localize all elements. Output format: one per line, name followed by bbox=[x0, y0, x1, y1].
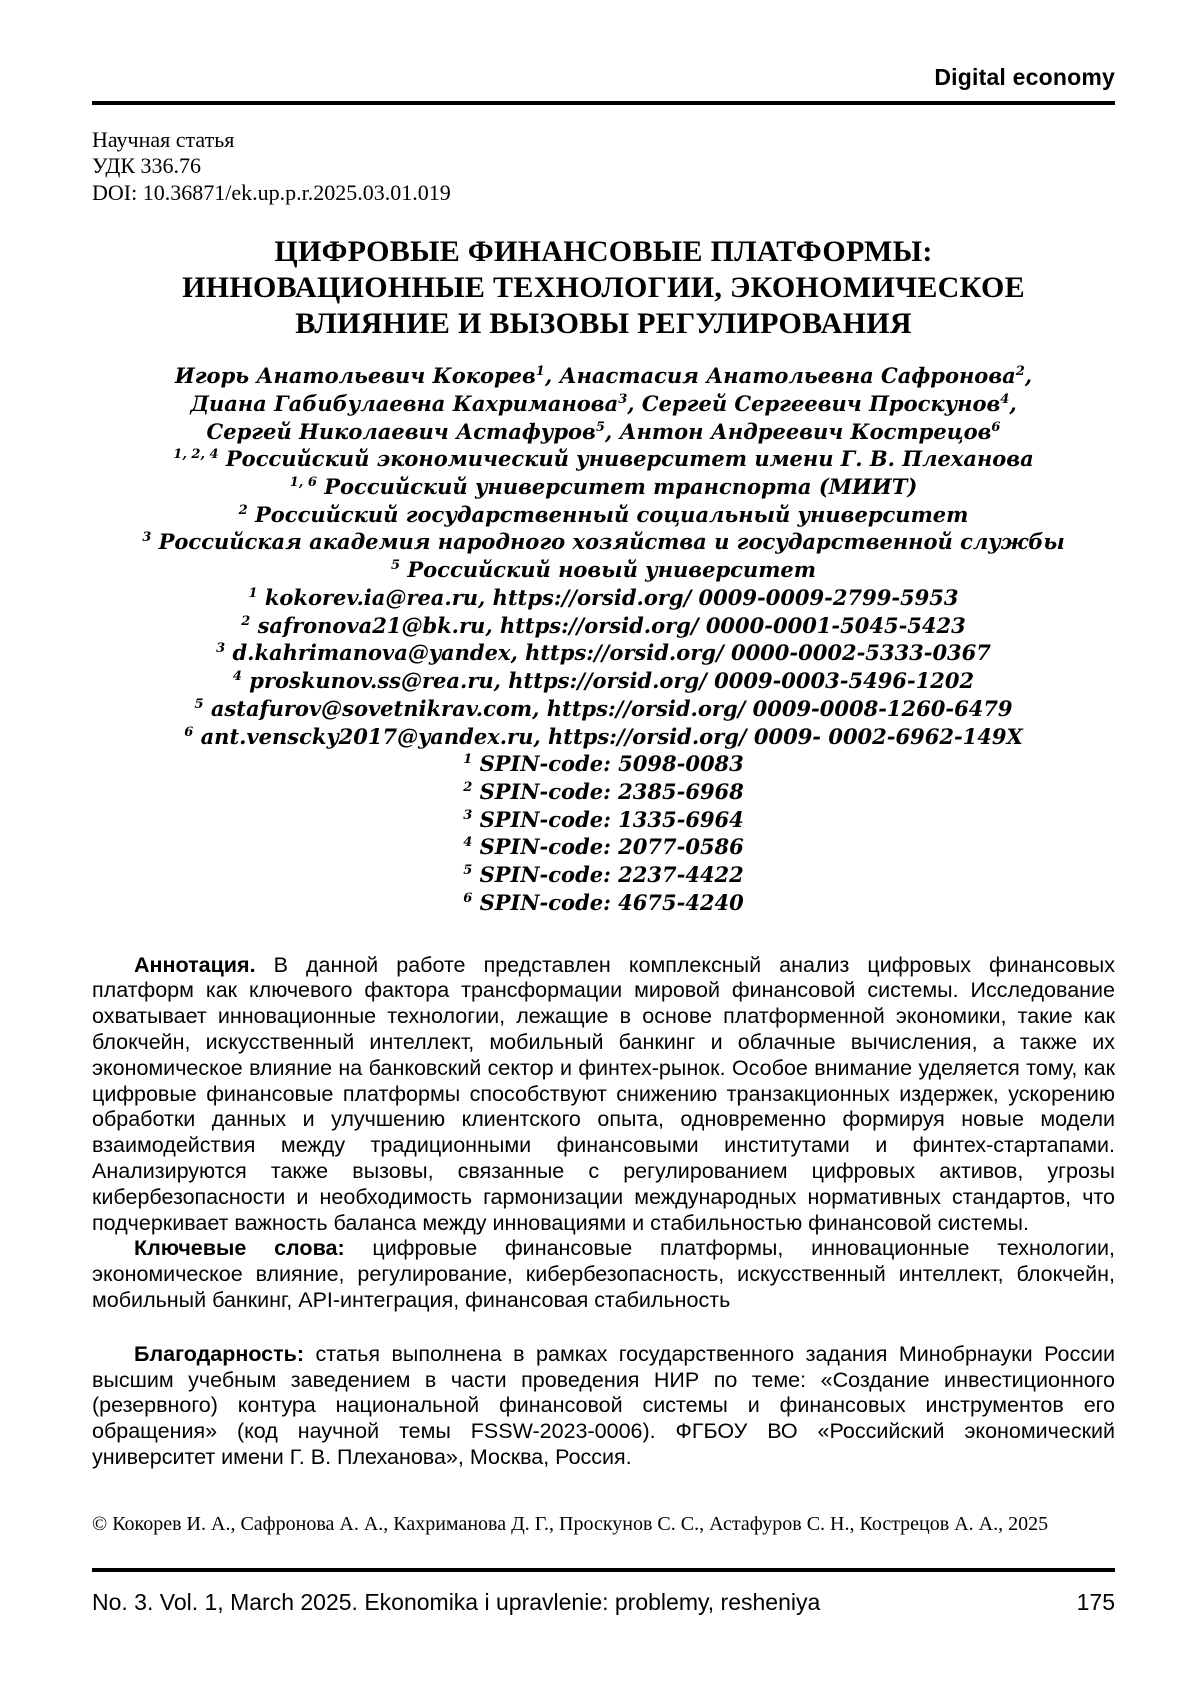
page-footer bbox=[92, 1568, 1115, 1616]
footer-issue-info: No. 3. Vol. 1, March 2025. Ekonomika i upravlenie: problemy, resheniya bbox=[92, 1589, 821, 1615]
author-line bbox=[92, 362, 1115, 390]
spin-code-text: SPIN-code: 2237-4422 bbox=[479, 862, 744, 888]
spin-code-text: SPIN-code: 2077-0586 bbox=[479, 834, 744, 860]
contact-line bbox=[92, 612, 1115, 640]
footer-row bbox=[92, 1589, 1115, 1616]
spin-code-line bbox=[92, 806, 1115, 834]
article-title bbox=[92, 234, 1115, 342]
contact-email-orcid: d.kahrimanova@yandex, https://orsid.org/ 0000-0002-5333-0367 bbox=[232, 640, 991, 666]
contact-line bbox=[92, 723, 1115, 751]
affiliation-superscript: 2 bbox=[238, 502, 248, 518]
contact-superscript: 6 bbox=[184, 724, 194, 740]
article-title-line-1: ЦИФРОВЫЕ ФИНАНСОВЫЕ ПЛАТФОРМЫ: bbox=[274, 235, 933, 269]
spin-superscript: 4 bbox=[463, 835, 473, 851]
affiliation-superscript: 3 bbox=[142, 530, 152, 546]
affiliation-name: Российский государственный социальный университет bbox=[254, 501, 969, 527]
authors-block bbox=[92, 362, 1115, 445]
spin-superscript: 3 bbox=[463, 807, 473, 823]
spin-code-line bbox=[92, 889, 1115, 917]
author-separator: , bbox=[1009, 390, 1017, 416]
affiliation-superscript: 1, 2, 4 bbox=[173, 447, 219, 463]
spin-code-text: SPIN-code: 1335-6964 bbox=[479, 806, 744, 832]
author-superscript: 4 bbox=[1000, 391, 1010, 407]
acknowledgment-label: Благодарность: bbox=[134, 1341, 305, 1366]
spin-superscript: 1 bbox=[463, 752, 473, 768]
author-separator: , bbox=[627, 390, 642, 416]
author-name: Сергей Сергеевич Проскунов bbox=[641, 390, 1001, 416]
author-superscript: 1 bbox=[535, 364, 545, 380]
contact-email-orcid: kokorev.ia@rea.ru, https://orsid.org/ 0009-0009-2799-5953 bbox=[264, 584, 959, 610]
article-meta-block bbox=[92, 127, 1115, 206]
abstract-paragraph bbox=[92, 953, 1115, 1237]
contact-email-orcid: proskunov.ss@rea.ru, https://orsid.org/ 0009-0003-5496-1202 bbox=[249, 668, 975, 694]
acknowledgment-paragraph bbox=[92, 1342, 1115, 1471]
footer-rule bbox=[92, 1568, 1115, 1572]
spin-superscript: 5 bbox=[463, 863, 473, 879]
author-name: Сергей Николаевич Астафуров bbox=[206, 418, 596, 444]
affiliation-line bbox=[92, 556, 1115, 584]
affiliation-line bbox=[92, 445, 1115, 473]
contacts-block bbox=[92, 584, 1115, 750]
doi-line: DOI: 10.36871/ek.up.p.r.2025.03.01.019 bbox=[92, 179, 451, 205]
article-title-line-2: ИННОВАЦИОННЫЕ ТЕХНОЛОГИИ, ЭКОНОМИЧЕСКОЕ bbox=[182, 271, 1025, 305]
abstract-text: В данной работе представлен комплексный анализ цифровых финансовых платформ как ключевого фактора трансформации мировой финансовой системы. Исследование охватывает инновационные технологии, лежащие в основе платформенной экономики, такие как блокчейн, искусственный интеллект, мобильный банкинг и облачные вычисления, а также их экономическое влияние на банковский сектор и финтех-рынок. Особое внимание уделяется тому, как цифровые финансовые платформы способствуют снижению транзакционных издержек, ускорению обработки данных и улучшению клиентского опыта, одновременно формируя новые модели взаимодействия между традиционными финансовыми институтами и финтех-стартапами. Анализируются также вызовы, связанные с регулированием цифровых активов, угрозы кибербезопасности и необходимость гармонизации международных нормативных стандартов, что подчеркивает важность баланса между инновациями и стабильностью финансовой системы. bbox=[92, 952, 1115, 1235]
affiliation-name: Российская академия народного хозяйства и государственной службы bbox=[158, 529, 1065, 555]
contact-line bbox=[92, 695, 1115, 723]
affiliation-line bbox=[92, 528, 1115, 556]
footer-page-number: 175 bbox=[1076, 1589, 1115, 1615]
contact-email-orcid: safronova21@bk.ru, https://orsid.org/ 0000-0001-5045-5423 bbox=[257, 612, 966, 638]
article-type-label: Научная статья bbox=[92, 127, 235, 152]
author-line bbox=[92, 418, 1115, 446]
spin-superscript: 2 bbox=[463, 779, 473, 795]
affiliation-superscript: 5 bbox=[390, 558, 401, 574]
author-separator: , bbox=[1024, 363, 1033, 389]
header-rule bbox=[92, 101, 1115, 105]
author-superscript: 2 bbox=[1015, 364, 1025, 380]
contact-line bbox=[92, 639, 1115, 667]
keywords-label: Ключевые слова: bbox=[134, 1236, 345, 1261]
spin-code-text: SPIN-code: 2385-6968 bbox=[479, 778, 744, 804]
journal-header bbox=[92, 64, 1115, 105]
spin-code-text: SPIN-code: 4675-4240 bbox=[479, 889, 744, 915]
spin-code-line bbox=[92, 750, 1115, 778]
contact-superscript: 5 bbox=[194, 696, 204, 712]
contact-superscript: 3 bbox=[216, 641, 226, 657]
contact-email-orcid: ant.venscky2017@yandex.ru, https://orsid.org/ 0009- 0002-6962-149X bbox=[200, 723, 1023, 749]
spin-superscript: 6 bbox=[463, 890, 473, 906]
author-separator: , bbox=[604, 418, 620, 444]
acknowledgment-text: статья выполнена в рамках государственного задания Минобрнауки России высшим учебным заведением в части проведения НИР по теме: «Создание инвестиционного (резервного) контура национальной финансовой системы и финансовых инструментов его обращения» (код научной темы FSSW-2023-0006). ФГБОУ ВО «Российский экономический университет имени Г. В. Плеханова», Москва, Россия. bbox=[92, 1341, 1115, 1469]
contact-line bbox=[92, 667, 1115, 695]
author-name: Антон Андреевич Кострецов bbox=[619, 418, 992, 444]
contact-line bbox=[92, 584, 1115, 612]
author-name: Диана Габибулаевна Кахриманова bbox=[190, 390, 619, 416]
affiliation-name: Российский университет транспорта (МИИТ) bbox=[324, 474, 918, 500]
keywords-text: цифровые финансовые платформы, инновационные технологии, экономическое влияние, регулирование, кибербезопасность, искусственный интеллект, блокчейн, мобильный банкинг, API-интеграция, финансовая стабильность bbox=[92, 1236, 1115, 1312]
abstract-label: Аннотация. bbox=[134, 952, 256, 977]
author-superscript: 3 bbox=[618, 391, 628, 407]
affiliations-block bbox=[92, 445, 1115, 584]
udk-code: УДК 336.76 bbox=[92, 153, 202, 179]
author-name: Анастасия Анатольевна Сафронова bbox=[559, 363, 1016, 389]
journal-section-label: Digital economy bbox=[934, 64, 1115, 90]
contact-email-orcid: astafurov@sovetnikrav.com, https://orsid.org/ 0009-0008-1260-6479 bbox=[210, 695, 1013, 721]
spin-codes-block bbox=[92, 750, 1115, 916]
spin-code-line bbox=[92, 778, 1115, 806]
spin-code-text: SPIN-code: 5098-0083 bbox=[479, 751, 744, 777]
author-name: Игорь Анатольевич Кокорев bbox=[174, 363, 536, 389]
contact-superscript: 2 bbox=[241, 613, 251, 629]
keywords-paragraph bbox=[92, 1236, 1115, 1313]
affiliation-line bbox=[92, 473, 1115, 501]
copyright-line: © Кокорев И. А., Сафронова А. А., Кахриманова Д. Г., Проскунов С. С., Астафуров С. Н., Кострецов А. А., 2025 bbox=[92, 1512, 1049, 1535]
affiliation-name: Российский новый университет bbox=[407, 557, 816, 583]
contact-superscript: 4 bbox=[232, 669, 242, 685]
affiliation-name: Российский экономический университет имени Г. В. Плеханова bbox=[225, 446, 1034, 472]
author-separator: , bbox=[544, 363, 560, 389]
spin-code-line bbox=[92, 833, 1115, 861]
author-superscript: 6 bbox=[991, 419, 1001, 435]
contact-superscript: 1 bbox=[248, 585, 258, 601]
author-superscript: 5 bbox=[595, 419, 605, 435]
spin-code-line bbox=[92, 861, 1115, 889]
affiliation-superscript: 1, 6 bbox=[289, 475, 317, 491]
affiliation-line bbox=[92, 501, 1115, 529]
author-line bbox=[92, 390, 1115, 418]
article-title-line-3: ВЛИЯНИЕ И ВЫЗОВЫ РЕГУЛИРОВАНИЯ bbox=[295, 307, 912, 341]
